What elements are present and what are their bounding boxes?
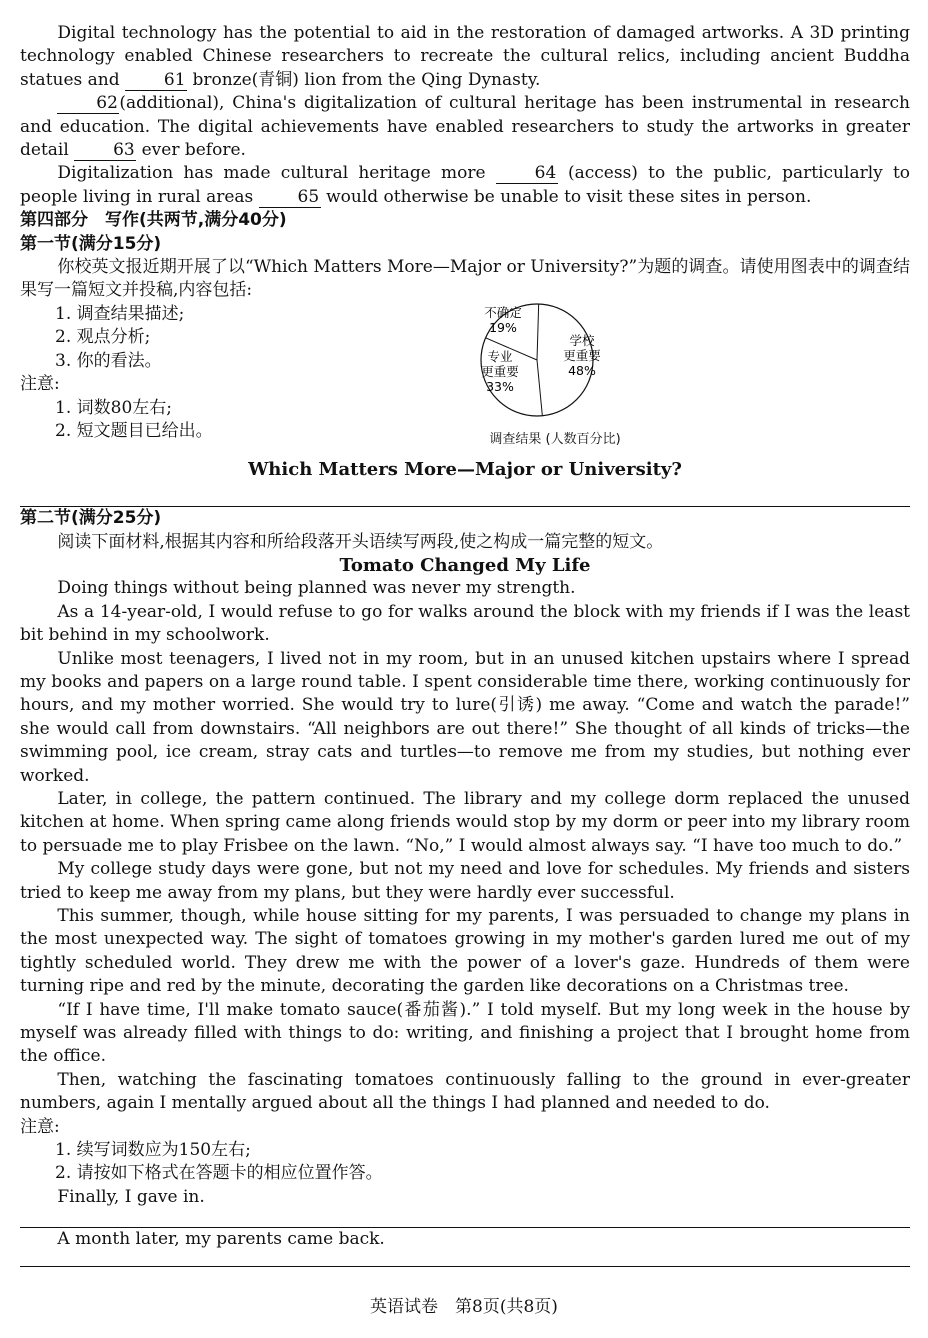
- note-item: 1. 词数80左右;: [55, 397, 172, 418]
- note-item: 2. 短文题目已给出。: [55, 420, 213, 441]
- story-paragraph: Doing things without being planned was never my strength.: [57, 578, 576, 599]
- section2-heading: 第二节(满分25分): [20, 508, 162, 529]
- blank-63: 63: [74, 141, 136, 161]
- task-item: 3. 你的看法。: [55, 350, 162, 371]
- story-paragraph: Unlike most teenagers, I lived not in my room, but in an unused kitchen upstairs where I spread my books and papers on a large round table. I spent considerable time there, working continuously for hours, and my mother worried. She would try to lure(引诱) me away. “Come and watch the parade!” she would call from downstairs. “All neighbors are out there!” She thought of all kinds of tricks—the swimming pool, ice cream, stray cats and turtles—to remove me from my studies, but nothing ever worked.: [20, 648, 910, 786]
- paragraph-3: [20, 162, 910, 209]
- pie-slice-label: 不确定: [484, 304, 522, 320]
- pie-slice-label: 33%: [486, 378, 514, 394]
- text: ever before.: [141, 140, 246, 161]
- story-paragraph: “If I have time, I'll make tomato sauce(番茄酱).” I told myself. But my long week in the house by myself was already filled with things to do: writing, and finishing a project that I brought home from the office.: [20, 999, 910, 1067]
- section1-intro: 你校英文报近期开展了以“Which Matters More—Major or University?”为题的调查。请使用图表中的调查结果写一篇短文并投稿,内容包括:: [20, 257, 910, 301]
- pie-chart: [460, 303, 650, 452]
- task-and-chart: [20, 303, 910, 452]
- section1-heading: 第一节(满分15分): [20, 233, 162, 254]
- continuation-start-1: Finally, I gave in.: [57, 1186, 205, 1207]
- text: Digital technology has the potential to aid in the restoration of damaged artworks. A 3D printing technology enabled Chinese researchers to recreate the cultural relics, including ancient Buddha statues and: [20, 23, 910, 90]
- text: (additional), China's digitalization of cultural heritage has been instrumental in research and education. The digital achievements have enabled researchers to study the artworks in greater detail: [20, 93, 910, 161]
- task-item: 2. 观点分析;: [55, 327, 151, 348]
- task-item: 1. 调查结果描述;: [55, 303, 185, 324]
- text: Digitalization has made cultural heritage more: [57, 163, 486, 184]
- story-paragraph: Later, in college, the pattern continued. The library and my college dorm replaced the unused kitchen at home. When spring came along friends would stop by my dorm or peer into my library room to persuade me to play Frisbee on the lawn. “No,” I would almost always say. “I have too much to do.”: [20, 788, 910, 856]
- blank-62: 62: [57, 94, 119, 114]
- story-title: Tomato Changed My Life: [339, 554, 591, 576]
- pie-slice-label: 19%: [489, 319, 517, 335]
- task-list: [20, 303, 440, 452]
- continuation-start-2: A month later, my parents came back.: [57, 1229, 385, 1250]
- note-label: 注意:: [20, 374, 60, 395]
- text: bronze(青铜) lion from the Qing Dynasty.: [192, 69, 541, 90]
- pie-slice-label: 学校: [569, 332, 595, 348]
- pie-chart-svg: [460, 303, 650, 421]
- essay-title: Which Matters More—Major or University?: [248, 458, 682, 480]
- section2-intro: 阅读下面材料,根据其内容和所给段落开头语续写两段,使之构成一篇完整的短文。: [57, 531, 664, 552]
- note-label: 注意:: [20, 1116, 60, 1137]
- text: (access) to the public, particularly to people living in rural areas: [20, 163, 911, 207]
- blank-64: 64: [496, 164, 558, 184]
- blank-65: 65: [259, 188, 321, 208]
- note-item: 2. 请按如下格式在答题卡的相应位置作答。: [55, 1163, 383, 1184]
- blank-61: 61: [125, 71, 187, 91]
- part4-heading: 第四部分 写作(共两节,满分40分): [20, 210, 287, 231]
- pie-slice-label: 48%: [568, 362, 596, 378]
- pie-slice-label: 专业: [487, 348, 513, 364]
- exam-page: [20, 22, 910, 1267]
- story-paragraph: Then, watching the fascinating tomatoes continuously falling to the ground in ever-greater numbers, again I mentally argued about all the things I had planned and needed to do.: [20, 1069, 910, 1114]
- story-paragraph: My college study days were gone, but not my need and love for schedules. My friends and sisters tried to keep me away from my plans, but they were hardly ever successful.: [20, 859, 910, 903]
- answer-line: [20, 1266, 910, 1267]
- paragraph-2: [20, 92, 910, 162]
- story-paragraph: This summer, though, while house sitting for my parents, I was persuaded to change my plans in the most unexpected way. The sight of tomatoes growing in my mother's garden lured me out of my tightly scheduled world. They drew me with the power of a lover's gaze. Hundreds of them were turning ripe and red by the minute, decorating the garden like decorations on a Christmas tree.: [20, 906, 910, 997]
- story-paragraph: As a 14-year-old, I would refuse to go for walks around the block with my friends if I was the least bit behind in my schoolwork.: [20, 601, 910, 646]
- note-item: 1. 续写词数应为150左右;: [55, 1140, 251, 1161]
- page-footer: 英语试卷 第8页(共8页): [370, 1297, 558, 1317]
- pie-slice-label: 更重要: [563, 347, 601, 363]
- text: would otherwise be unable to visit these sites in person.: [326, 186, 812, 207]
- chart-caption: 调查结果 (人数百分比): [489, 432, 621, 448]
- pie-slice-label: 更重要: [481, 363, 519, 379]
- paragraph-1: [20, 22, 910, 92]
